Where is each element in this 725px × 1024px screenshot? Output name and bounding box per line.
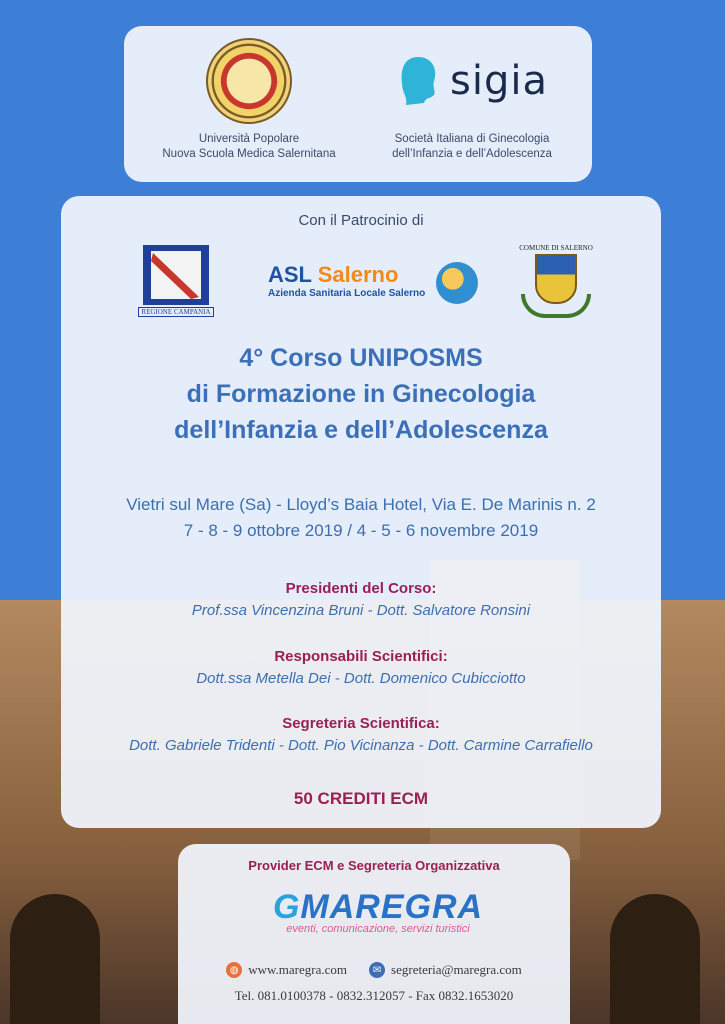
top-logos-card	[124, 26, 592, 182]
laurel-wreath-icon	[521, 294, 591, 318]
maregra-g-icon: G	[272, 888, 301, 926]
university-logo-block	[144, 38, 354, 162]
section-names: Prof.ssa Vincenzina Bruni - Dott. Salvatore Ronsini	[191, 602, 531, 619]
regione-emblem-icon	[143, 245, 209, 305]
venue-dates: 7 - 8 - 9 ottobre 2019 / 4 - 5 - 6 novembre 2019	[183, 521, 539, 540]
ecm-credits: 50 CREDITI ECM	[293, 789, 429, 808]
patronage-label: Con il Patrocinio di	[298, 212, 424, 229]
main-info-card	[61, 196, 661, 828]
section-heading: Responsabili Scientifici:	[274, 648, 448, 665]
venue-info	[61, 492, 661, 544]
asl-globe-icon	[436, 262, 478, 304]
sigia-name-line1: Società Italiana di Ginecologia	[394, 133, 550, 145]
venue-place: Vietri sul Mare (Sa) - Lloyd’s Baia Hotel, Via E. De Marinis n. 2	[126, 495, 596, 514]
course-title	[61, 340, 661, 448]
section-heading: Segreteria Scientifica:	[282, 715, 440, 732]
university-name-line2: Nuova Scuola Medica Salernitana	[162, 148, 336, 160]
university-name-line1: Università Popolare	[198, 133, 300, 145]
sigia-name-line2: dell’Infanzia e dell’Adolescenza	[392, 148, 552, 160]
contact-row	[178, 962, 570, 978]
asl-subtitle: Azienda Sanitaria Locale Salerno	[268, 288, 426, 299]
sigia-wordmark: sigia	[450, 58, 548, 104]
background-arch	[10, 894, 100, 1024]
email-link[interactable]	[369, 962, 522, 978]
background-arch	[610, 894, 700, 1024]
globe-icon: ◍	[226, 962, 242, 978]
asl-title-a: ASL	[268, 262, 312, 287]
website-text: www.maregra.com	[248, 962, 348, 977]
email-text: segreteria@maregra.com	[391, 962, 522, 977]
maregra-tagline: eventi, comunicazione, servizi turistici	[286, 923, 470, 935]
asl-title-b: Salerno	[317, 262, 399, 287]
section-names: Dott.ssa Metella Dei - Dott. Domenico Cubicciotto	[196, 670, 526, 687]
regione-campania-logo	[138, 245, 214, 317]
university-seal-icon	[206, 38, 292, 124]
provider-label: Provider ECM e Segreteria Organizzativa	[248, 858, 500, 873]
regione-caption: REGIONE CAMPANIA	[138, 307, 214, 317]
comune-caption: COMUNE DI SALERNO	[519, 244, 593, 252]
website-link[interactable]	[226, 962, 347, 978]
course-title-line2: di Formazione in Ginecologia	[186, 380, 536, 408]
sigia-profile-icon	[396, 55, 440, 107]
comune-salerno-logo	[517, 244, 595, 318]
phone-numbers: Tel. 081.0100378 - 0832.312057 - Fax 0832.1653020	[234, 988, 514, 1003]
course-title-line3: dell’Infanzia e dell’Adolescenza	[174, 416, 548, 444]
maregra-wordmark: MAREGRA	[300, 888, 484, 926]
section-names: Dott. Gabriele Tridenti - Dott. Pio Vicinanza - Dott. Carmine Carrafiello	[129, 737, 593, 754]
section-heading: Presidenti del Corso:	[285, 580, 437, 597]
sigia-logo-block	[362, 38, 582, 162]
maregra-logo	[258, 888, 498, 935]
envelope-icon: ✉	[369, 962, 385, 978]
provider-card	[178, 844, 570, 1024]
asl-salerno-logo	[268, 262, 478, 299]
course-title-line1: 4° Corso UNIPOSMS	[239, 344, 483, 372]
